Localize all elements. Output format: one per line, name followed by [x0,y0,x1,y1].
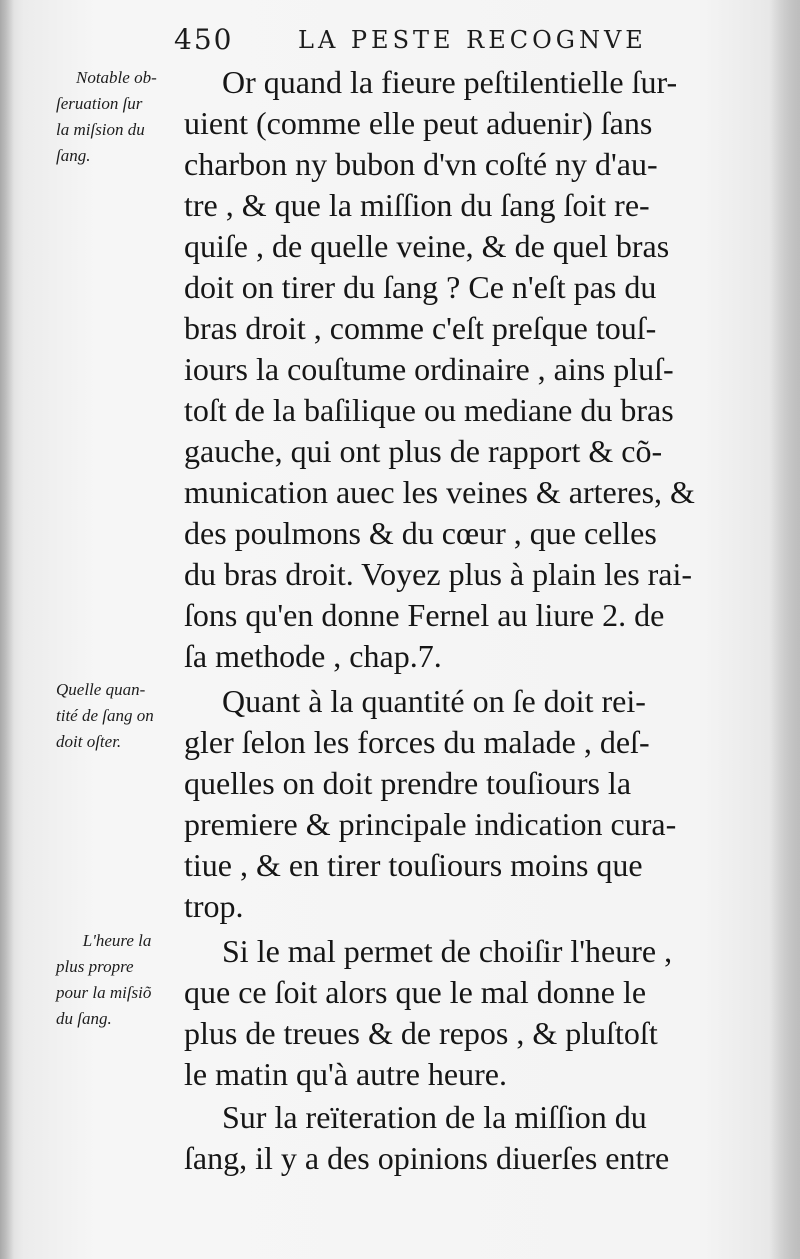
margin-note-line: plus propre [56,957,134,976]
margin-note-line: Notable ob- [76,68,157,87]
text-line: toſt de la baſilique ou mediane du bras [184,392,674,428]
text-line: gler ſelon les forces du malade , deſ- [184,724,650,760]
margin-note-blood-letting [56,65,157,169]
text-line: Or quand la fieure peſtilentielle ſur- [222,64,678,100]
text-line: Si le mal permet de choiſir l'heure , [222,933,673,969]
margin-note-line: pour la miſsiõ [56,983,152,1002]
text-line: le matin qu'à autre heure. [184,1056,507,1092]
text-line: Quant à la quantité on ſe doit rei- [222,683,646,719]
text-line: ſons qu'en donne Fernel au liure 2. de [184,597,665,633]
margin-note-line: ſang. [56,146,91,165]
text-line: bras droit , comme c'eſt preſque touſ- [184,310,657,346]
text-line: ſa methode , chap.7. [184,638,442,674]
text-line: tre , & que la miſſion du ſang ſoit re- [184,187,650,223]
text-line: gauche, qui ont plus de rapport & cõ- [184,433,663,469]
margin-note-line: Quelle quan- [56,680,146,699]
text-line: quiſe , de quelle veine, & de quel bras [184,228,670,264]
text-line: tiue , & en tirer touſiours moins que [184,847,643,883]
margin-note-line: la miſsion du [56,120,145,139]
margin-note-line: L'heure la [82,931,152,950]
text-line: des poulmons & du cœur , que celles [184,515,657,551]
gutter-shadow [0,0,14,1259]
text-line: Sur la reïteration de la miſſion du [222,1099,647,1135]
running-header [174,20,694,60]
paragraph [184,931,732,1095]
margin-note-line: doit oſter. [56,732,122,751]
text-line: doit on tirer du ſang ? Ce n'eſt pas du [184,269,657,305]
page-number: 450 [174,23,234,56]
margin-note-line: ſeruation ſur [56,94,143,113]
text-line: que ce ſoit alors que le mal donne le [184,974,647,1010]
running-title: LA PESTE RECOGNVE [298,26,647,54]
paragraph [184,62,732,677]
text-line: premiere & principale indication cura- [184,806,677,842]
margin-note-quantity [56,677,154,755]
text-line: quelles on doit prendre touſiours la [184,765,632,801]
text-line: plus de treues & de repos , & pluſtoſt [184,1015,658,1051]
margin-note-hour [56,928,151,1032]
text-line: uient (comme elle peut aduenir) ſans [184,105,653,141]
margin-note-line: du ſang. [56,1009,112,1028]
page-edge-shadow [770,0,800,1259]
text-line: du bras droit. Voyez plus à plain les rai- [184,556,693,592]
margin-note-line: tité de ſang on [56,706,154,725]
text-line: munication auec les veines & arteres, & [184,474,695,510]
text-line: iours la couſtume ordinaire , ains pluſ- [184,351,674,387]
text-line: charbon ny bubon d'vn coſté ny d'au- [184,146,658,182]
text-line: trop. [184,888,244,924]
paragraph [184,681,732,927]
paragraph [184,1097,732,1179]
main-text-block [184,62,732,1179]
text-line: ſang, il y a des opinions diuerſes entre [184,1140,670,1176]
